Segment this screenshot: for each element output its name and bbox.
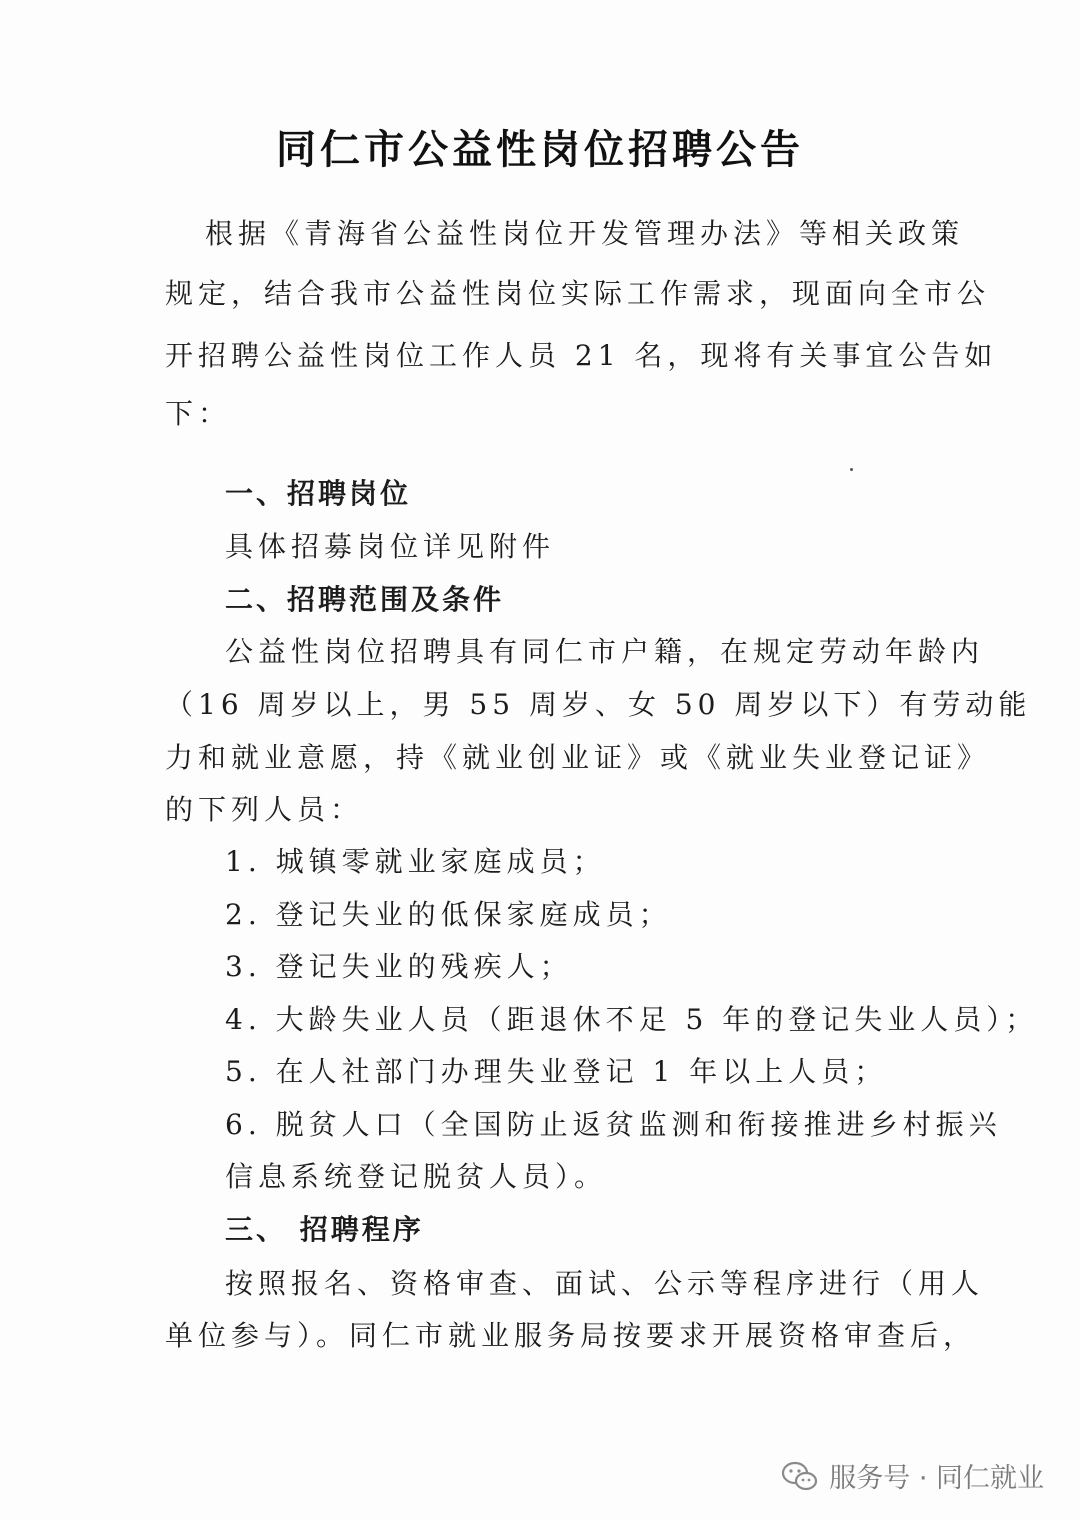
list-item-6: 6. 脱贫人口（全国防止返贫监测和衔接推进乡村振兴 <box>225 1108 1002 1141</box>
section2-line-1: 公益性岗位招聘具有同仁市户籍，在规定劳动年龄内 <box>225 635 985 668</box>
section3-line-1: 按照报名、资格审查、面试、公示等程序进行（用人 <box>225 1267 985 1300</box>
section2-line-4: 的下列人员： <box>165 793 364 826</box>
section1-heading: 一、招聘岗位 <box>225 477 412 510</box>
section1-text: 具体招募岗位详见附件 <box>225 530 556 563</box>
intro-line-2: 规定，结合我市公益性岗位实际工作需求，现面向全市公 <box>165 277 991 310</box>
list-item-3: 3. 登记失业的残疾人； <box>225 950 573 983</box>
section2-heading: 二、招聘范围及条件 <box>225 583 505 616</box>
section3-heading: 三、 招聘程序 <box>225 1213 424 1246</box>
watermark-text: 服务号 · 同仁就业 <box>829 1463 1044 1494</box>
intro-line-1: 根据《青海省公益性岗位开发管理办法》等相关政策 <box>205 217 965 250</box>
list-item-1: 1. 城镇零就业家庭成员； <box>225 845 606 878</box>
list-item-2: 2. 登记失业的低保家庭成员； <box>225 898 672 931</box>
wechat-watermark <box>781 1456 1044 1495</box>
section3-line-2: 单位参与）。同仁市就业服务局按要求开展资格审查后， <box>165 1319 977 1352</box>
list-item-6-continued: 信息系统登记脱贫人员）。 <box>225 1160 608 1193</box>
scan-speck <box>850 468 853 471</box>
list-item-5: 5. 在人社部门办理失业登记 1 年以上人员； <box>225 1055 888 1088</box>
document-title: 同仁市公益性岗位招聘公告 <box>276 126 804 173</box>
section2-line-3: 力和就业意愿，持《就业创业证》或《就业失业登记证》 <box>165 741 991 774</box>
intro-line-4: 下： <box>165 397 232 430</box>
wechat-icon <box>781 1460 819 1492</box>
intro-line-3: 开招聘公益性岗位工作人员 21 名，现将有关事宜公告如 <box>165 339 998 372</box>
list-item-4: 4. 大龄失业人员（距退休不足 5 年的登记失业人员）； <box>225 1003 1039 1036</box>
section2-line-2: （16 周岁以上，男 55 周岁、女 50 周岁以下）有劳动能 <box>165 688 1032 721</box>
